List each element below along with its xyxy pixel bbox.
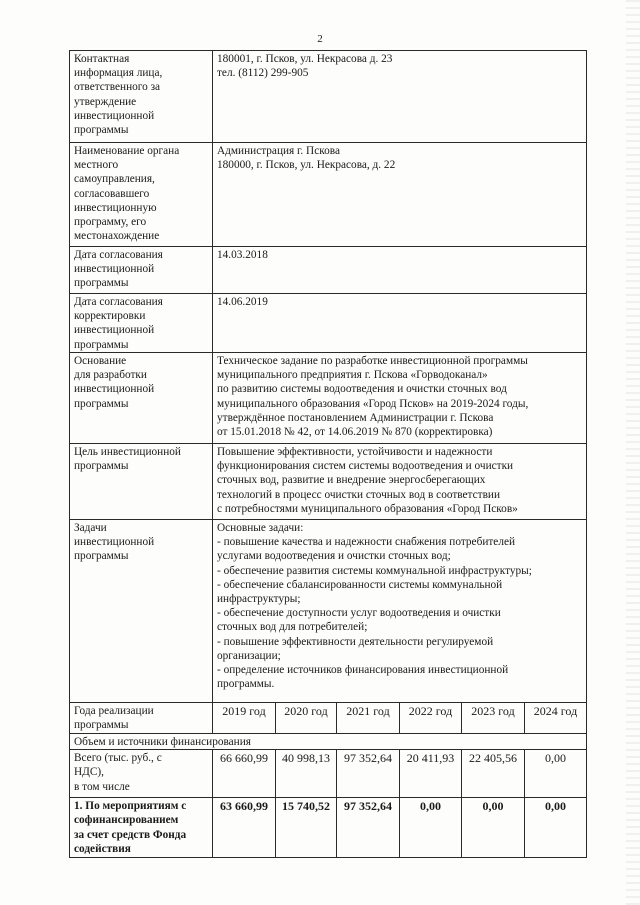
page-number: 2 bbox=[317, 33, 323, 45]
amount-cell: 22 405,56 bbox=[462, 750, 525, 798]
row-label: Основание для разработки инвестиционной программы bbox=[70, 353, 213, 444]
row-approval-date bbox=[70, 247, 587, 294]
year-cell: 2021 год bbox=[337, 703, 400, 734]
year-cell: 2020 год bbox=[276, 703, 337, 734]
amount-cell: 63 660,99 bbox=[213, 798, 276, 858]
row-label: Цель инвестиционной программы bbox=[70, 444, 213, 520]
row-fund-cofinancing bbox=[70, 798, 587, 858]
year-cell: 2023 год bbox=[462, 703, 525, 734]
row-label: Задачи инвестиционной программы bbox=[70, 520, 213, 703]
amount-cell: 20 411,93 bbox=[400, 750, 462, 798]
row-label: 1. По мероприятиям с софинансированием за счет средств Фонда содействия bbox=[70, 798, 213, 858]
row-label: Всего (тыс. руб., с НДС), в том числе bbox=[70, 750, 213, 798]
amount-cell: 0,00 bbox=[462, 798, 525, 858]
scan-edge-artifact bbox=[626, 0, 640, 905]
row-correction-approval-date bbox=[70, 294, 587, 353]
section-header: Объем и источники финансирования bbox=[70, 734, 587, 750]
row-financing-header bbox=[70, 734, 587, 750]
year-cell: 2024 год bbox=[525, 703, 587, 734]
amount-cell: 40 998,13 bbox=[276, 750, 337, 798]
investment-program-passport-table bbox=[69, 50, 587, 858]
row-value: 14.03.2018 bbox=[213, 247, 587, 294]
row-basis bbox=[70, 353, 587, 444]
amount-cell: 0,00 bbox=[525, 750, 587, 798]
year-cell: 2019 год bbox=[213, 703, 276, 734]
amount-cell: 66 660,99 bbox=[213, 750, 276, 798]
amount-cell: 0,00 bbox=[400, 798, 462, 858]
row-approving-authority bbox=[70, 143, 587, 247]
row-value: Основные задачи: - повышение качества и надежности снабжения потребителей услугами водоотведения и очистки сточных вод; - обеспечение развития системы коммунальной инфраструктуры; - обеспечение сбалансированности системы коммунальной инфраструктуры; - обеспечение доступности услуг водоотведения и очистки сточных вод для потребителей; - повышение эффективности деятельности регулируемой организации; - определение источников финансирования инвестиционной программы. bbox=[213, 520, 587, 703]
row-value: Техническое задание по разработке инвестиционной программы муниципального предприятия г. Пскова «Горводоканал» по развитию системы водоотведения и очистки сточных вод муниципального образования «Город Псков» на 2019-2024 годы, утверждённое постановлением Администрации г. Пскова от 15.01.2018 № 42, от 14.06.2019 № 870 (корректировка) bbox=[213, 353, 587, 444]
row-label: Года реализации программы bbox=[70, 703, 213, 734]
row-contact-info bbox=[70, 51, 587, 143]
row-label: Наименование органа местного самоуправления, согласовавшего инвестиционную программу, его местонахождение bbox=[70, 143, 213, 247]
row-value: 14.06.2019 bbox=[213, 294, 587, 353]
row-label: Дата согласования инвестиционной программы bbox=[70, 247, 213, 294]
row-value: 180001, г. Псков, ул. Некрасова д. 23 тел. (8112) 299-905 bbox=[213, 51, 587, 143]
row-label: Дата согласования корректировки инвестиционной программы bbox=[70, 294, 213, 353]
amount-cell: 97 352,64 bbox=[337, 750, 400, 798]
row-implementation-years bbox=[70, 703, 587, 734]
row-value: Администрация г. Пскова 180000, г. Псков, ул. Некрасова, д. 22 bbox=[213, 143, 587, 247]
amount-cell: 97 352,64 bbox=[337, 798, 400, 858]
amount-cell: 15 740,52 bbox=[276, 798, 337, 858]
row-label: Контактная информация лица, ответственного за утверждение инвестиционной программы bbox=[70, 51, 213, 143]
row-goal bbox=[70, 444, 587, 520]
row-total-financing bbox=[70, 750, 587, 798]
row-tasks bbox=[70, 520, 587, 703]
amount-cell: 0,00 bbox=[525, 798, 587, 858]
row-value: Повышение эффективности, устойчивости и надежности функционирования систем системы водоотведения и очистки сточных вод, развитие и внедрение энергосберегающих технологий в процесс очистки сточных вод в соответствии с потребностями муниципального образования «Город Псков» bbox=[213, 444, 587, 520]
year-cell: 2022 год bbox=[400, 703, 462, 734]
